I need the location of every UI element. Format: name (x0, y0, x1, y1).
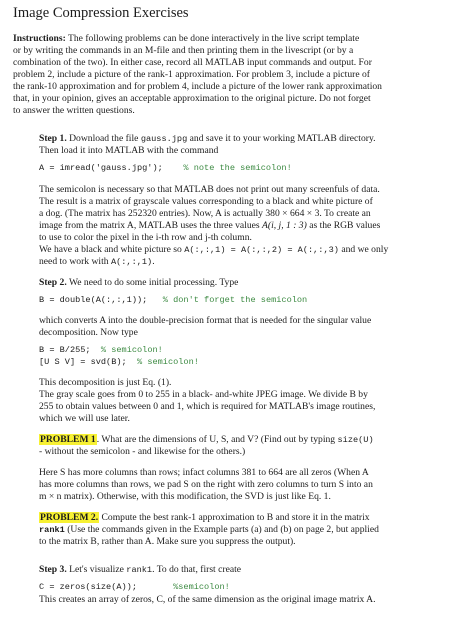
text-span: image from the matrix A, MATLAB uses the three values (39, 219, 260, 231)
svd-note (13, 467, 460, 503)
text-span: Let's visualize (69, 564, 124, 575)
text-span: need to work with (39, 255, 109, 267)
text-span: (Use the commands given in the Example parts (a) and (b) on page 2, but applied (67, 524, 379, 535)
text-line: - without the semicolon - and likewise for the others.) (39, 446, 246, 457)
code-text: [U S V] = svd(B); (39, 356, 127, 367)
instructions-label: Instructions: (13, 33, 66, 44)
step-1-label: Step 1. (39, 133, 67, 144)
code-line (39, 357, 460, 369)
text-span: . (152, 255, 155, 267)
code-text: C = zeros(size(A)); (39, 582, 137, 592)
text-line: The semicolon is necessary so that MATLAB does not print out many screenfuls of data. (39, 183, 380, 195)
math-expression: A(i, j, 1 : 3) (262, 219, 307, 231)
code-line (39, 163, 460, 175)
text-span: Compute the best rank-1 approximation to B and store it in the matrix (101, 512, 370, 523)
text-line: combination of the two). In either case, record all MATLAB input commands and output. For (13, 57, 372, 68)
code-comment: %semicolon! (173, 582, 230, 592)
inline-code: rank1 (126, 565, 153, 575)
step-2 (13, 277, 460, 426)
text-span: We need to do some initial processing. Type (68, 276, 239, 288)
text-line: a dog. (The matrix has 252320 entries). Now, A is actually 380 × 664 × 3. To create an (39, 207, 371, 219)
code-text: B = B/255; (39, 345, 91, 355)
text-line: Here S has more columns than rows; infact columns 381 to 664 are all zeros (When A (39, 467, 369, 478)
page-title: Image Compression Exercises (13, 5, 189, 21)
step-1 (13, 133, 460, 268)
step-3-label: Step 3. (39, 564, 67, 575)
text-line: the rank-10 approximation and for problem 4, include a picture of the lower rank approximation (13, 81, 382, 92)
inline-code: rank1 (39, 525, 65, 535)
code-line (39, 345, 460, 357)
text-span: . What are the dimensions of U, S, and V? (Find out by typing (96, 434, 336, 445)
filename: gauss.jpg (140, 134, 188, 144)
code-comment: % semicolon! (137, 356, 199, 367)
inline-code: size(U) (337, 435, 374, 445)
text-line: decomposition. Now type (39, 327, 138, 338)
step-3 (13, 564, 460, 606)
inline-code: A(:,:,1) = A(:,:,2) = A(:,:,3) (184, 244, 339, 255)
text-line: which we will use later. (39, 413, 130, 424)
text-span: and we only (341, 243, 389, 255)
problem-2-label: PROBLEM 2. (40, 512, 99, 523)
text-span: and save it to your working MATLAB directory. (189, 133, 376, 144)
problem-2 (13, 512, 460, 548)
code-line (39, 582, 460, 594)
code-comment: % note the semicolon! (183, 163, 292, 173)
text-line: The gray scale goes from 0 to 255 in a black- and-white JPEG image. We divide B by (39, 389, 368, 400)
text-line: problem 2, include a picture of the rank-1 approximation. For problem 3, include a picture of (13, 69, 370, 80)
text-line: The result is a matrix of grayscale values corresponding to a black and white picture of (39, 195, 373, 207)
code-text: A = imread('gauss.jpg'); (39, 163, 163, 173)
instructions-paragraph (13, 33, 460, 117)
text-line: m × n matrix). Otherwise, with this modification, the SVD is just like Eq. 1. (39, 491, 331, 502)
text-span: We have a black and white picture so (39, 243, 182, 255)
text-line: or by writing the commands in an M-file and then printing them in the livescript (or by a (13, 45, 354, 56)
step-2-label: Step 2. (39, 276, 67, 288)
text-line: has more columns than rows, we pad S on the right with zero columns to turn S into an (39, 479, 373, 490)
inline-code: A(:,:,1) (110, 256, 153, 267)
text-line: that, in your opinion, gives an acceptable approximation to the original picture. Do not forget (13, 93, 371, 104)
problem-1-label: PROBLEM 1 (40, 434, 96, 445)
text-line: to use to color the pixel in the i-th row and j-th column. (39, 231, 252, 243)
text-line: to the matrix B, rather than A. Make sure you suppress the output). (39, 536, 296, 547)
text-line: The following problems can be done interactively in the live script template (68, 33, 360, 44)
text-line: which converts A into the double-precision format that is needed for the singular value (39, 315, 372, 326)
text-span: . To do that, first create (152, 564, 242, 575)
code-line (39, 295, 460, 307)
text-line: to answer the written questions. (13, 105, 135, 116)
problem-1 (13, 434, 460, 458)
text-line: This decomposition is just Eq. (1). (39, 377, 172, 388)
code-comment: % semicolon! (100, 345, 163, 355)
code-text: B = double(A(:,:,1)); (39, 294, 148, 305)
text-line: 255 to obtain values between 0 and 1, which is required for MATLAB's image routines, (39, 401, 376, 412)
text-line: This creates an array of zeros, C, of the same dimension as the original image matrix A. (39, 593, 376, 605)
code-comment: % don't forget the semicolon (162, 294, 308, 305)
text-span: Download the file (69, 133, 139, 144)
text-line: Then load it into MATLAB with the command (39, 145, 219, 156)
text-span: as the RGB values (309, 219, 381, 231)
